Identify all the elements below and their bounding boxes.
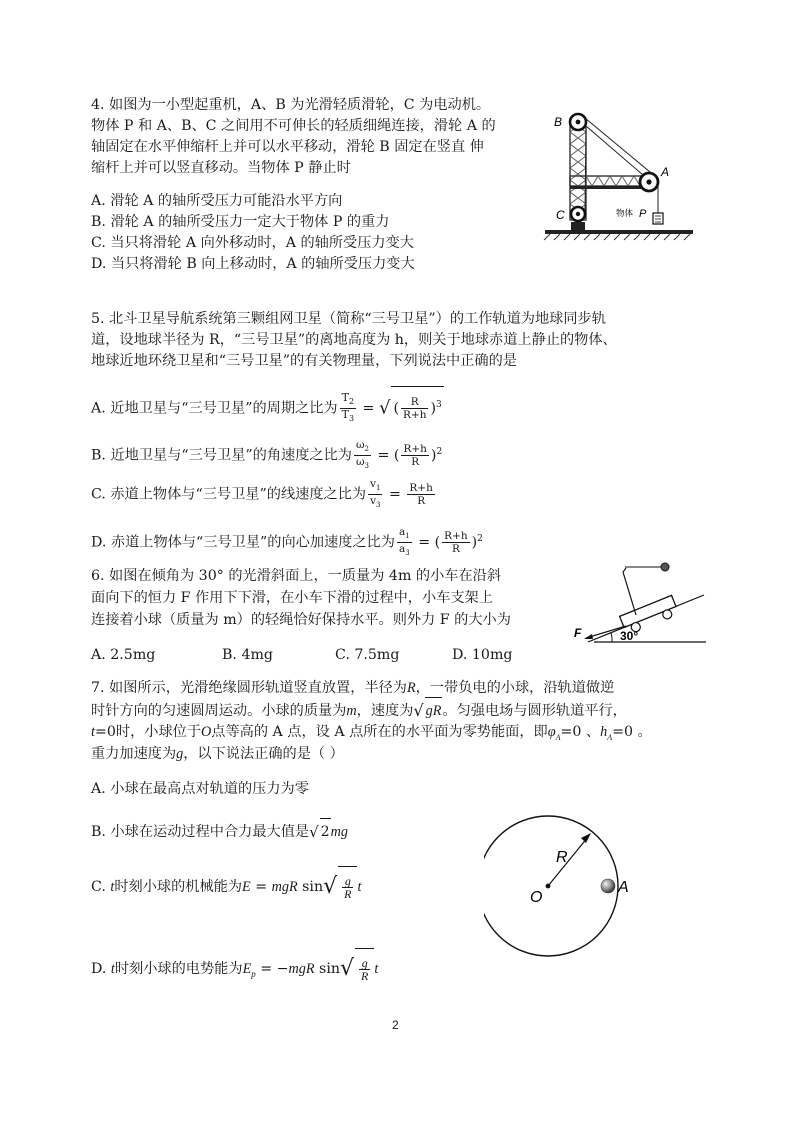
q6-option-a: A. 2.5mg — [91, 647, 156, 663]
label-p: P — [639, 208, 647, 220]
label-f: F — [574, 626, 582, 640]
q5-option-d: D. 赤道上物体与“三号卫星”的向心加速度之比为 $\frac{a_1}{a_3}$ = ( $\frac{R+h}{R}$ )$^2$ — [91, 526, 483, 558]
q6-option-d: D. 10mg — [452, 647, 513, 663]
q7-stem-line-2: 时针方向的匀速圆周运动。小球的质量为m，速度为√ gR。匀强电场与圆形轨道平行， — [91, 697, 627, 724]
q7-option-a: A. 小球在最高点对轨道的压力为零 — [91, 781, 309, 797]
circular-track — [484, 816, 618, 956]
q7-stem-line-1: 7. 如图所示，光滑绝缘圆形轨道竖直放置，半径为R，一带负电的小球，沿轨道做逆 — [91, 680, 615, 696]
label-b: B — [554, 115, 563, 129]
q7-stem-line-4: 重力加速度为g，以下说法正确的是（ ） — [91, 746, 344, 762]
q6-stem-line-2: 面向下的恒力 F 作用下下滑，在小车下滑的过程中，小车支架上 — [91, 590, 493, 606]
ball — [661, 563, 669, 571]
q4-option-d: D. 当只将滑轮 B 向上移动时，A 的轴所受压力变大 — [91, 256, 415, 272]
q6-option-c: C. 7.5mg — [335, 647, 400, 663]
rope-b-a — [585, 118, 656, 177]
q6-option-b: B. 4mg — [222, 647, 274, 663]
q4-stem-line-2: 物体 P 和 A、B、C 之间用不可伸长的轻质细绳连接，滑轮 A 的 — [91, 118, 496, 134]
q4-option-c: C. 当只将滑轮 A 向外移动时，A 的轴所受压力变大 — [91, 235, 414, 251]
radius-line — [548, 837, 588, 886]
q5-option-b: B. 近地卫星与“三号卫星”的角速度之比为 $\frac{\omega_2}{\omega_3}$ = ( $\frac{R+h}{R}$ )$^2$ — [91, 439, 443, 471]
circular-track-diagram — [484, 805, 644, 975]
q4-stem-line-4: 缩杆上并可以竖直移动。当物体 P 静止时 — [91, 160, 351, 176]
q4-option-a: A. 滑轮 A 的轴所受压力可能沿水平方向 — [91, 193, 343, 209]
q5-option-c: C. 赤道上物体与“三号卫星”的线速度之比为 $\frac{v_1}{v_3}$ = $\frac{R+h}{R}$ — [91, 478, 433, 510]
label-angle: 30° — [620, 629, 639, 643]
q5-stem-line-1: 5. 北斗卫星导航系统第三颗组网卫星（简称“三号卫星”）的工作轨道为地球同步轨 — [91, 311, 606, 327]
ground — [545, 230, 693, 234]
q6-stem-line-3: 连接着小球（质量为 m）的轻绳恰好保持水平。则外力 F 的大小为 — [91, 612, 511, 628]
label-object: 物体 — [616, 208, 634, 218]
q7-option-d: D. t时刻小球的电势能为$E_p = -mgR$ sin√ $\frac{g}{R}$ t — [91, 948, 378, 994]
q5-stem-line-3: 地球近地环绕卫星和“三号卫星”的有关物理量，下列说法中正确的是 — [91, 353, 517, 369]
radius-arrow-icon — [581, 833, 591, 843]
label-r: R — [556, 849, 568, 866]
label-a: A — [661, 165, 670, 179]
q5-option-a: A. 近地卫星与“三号卫星”的周期之比为 $\frac{T_2}{T_3}$ = √ ( $\frac{R}{R+h}$ )$^3$ — [91, 386, 444, 427]
label-a: A — [618, 879, 629, 896]
incline-diagram — [568, 560, 708, 646]
page-number: 2 — [392, 1018, 399, 1032]
q7-stem-line-3: t=0时，小球位于O点等高的 A 点，设 A 点所在的水平面为零势能面，即$\varphi_A=0$ 、$h_A=0$ 。 — [91, 724, 652, 742]
label-c: C — [556, 208, 565, 222]
crane-diagram — [540, 106, 700, 244]
q4-stem-line-3: 轴固定在水平伸缩杆上并可以水平移动，滑轮 B 固定在竖直 伸 — [91, 139, 484, 155]
q5-stem-line-2: 道，设地球半径为 R，“三号卫星”的离地高度为 h，则关于地球赤道上静止的物体、 — [91, 332, 617, 348]
label-o: O — [530, 889, 543, 906]
q6-stem-line-1: 6. 如图在倾角为 30° 的光滑斜面上，一质量为 4m 的小车在沿斜 — [91, 568, 502, 584]
q4-option-b: B. 滑轮 A 的轴所受压力一定大于物体 P 的重力 — [91, 214, 390, 230]
ball-a — [601, 879, 615, 893]
q7-option-c: C. t时刻小球的机械能为E = mgR sin√ $\frac{g}{R}$ t — [91, 866, 361, 907]
q4-stem-line-1: 4. 如图为一小型起重机，A、B 为光滑轻质滑轮，C 为电动机。 — [91, 97, 491, 113]
q7-option-b: B. 小球在运动过程中合力最大值是√ 2mg — [91, 818, 348, 845]
